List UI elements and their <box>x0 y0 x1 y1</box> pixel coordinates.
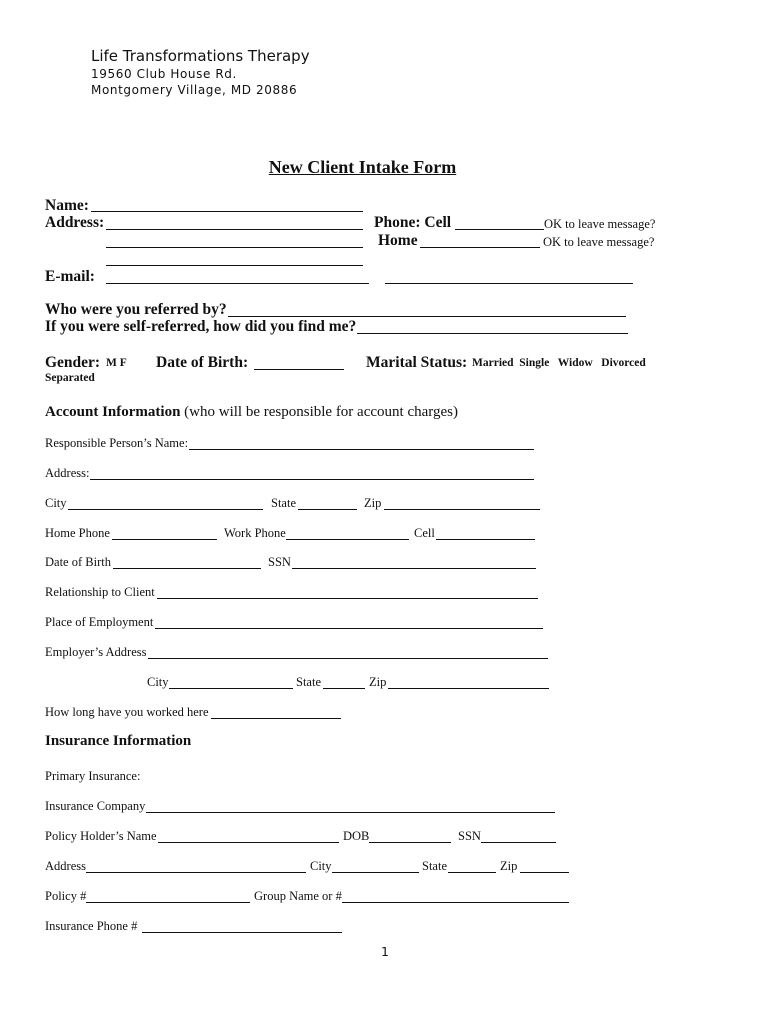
worked-here-label: How long have you worked here <box>45 705 209 719</box>
account-heading-note: (who will be responsible for account charges) <box>184 404 458 420</box>
insurance-city-line[interactable] <box>332 872 419 873</box>
cell-label: Cell <box>424 214 452 231</box>
employer-zip-label: Zip <box>369 675 387 689</box>
account-heading-title: Account Information <box>45 404 181 420</box>
relationship-label: Relationship to Client <box>45 585 155 599</box>
employment-label: Place of Employment <box>45 615 154 629</box>
worked-here-line[interactable] <box>211 718 341 719</box>
account-state-label: State <box>271 496 296 510</box>
account-cell-label: Cell <box>414 526 435 540</box>
insurance-company-line[interactable] <box>146 812 555 813</box>
insurance-zip-line[interactable] <box>520 872 569 873</box>
account-ssn-line[interactable] <box>292 568 536 569</box>
home-phone-line[interactable] <box>420 247 540 248</box>
employment-line[interactable] <box>155 628 543 629</box>
practice-address-line2: Montgomery Village, MD 20886 <box>91 83 298 97</box>
form-title: New Client Intake Form <box>268 157 457 177</box>
phone-cell-label <box>374 214 451 232</box>
policy-number-line[interactable] <box>86 902 250 903</box>
primary-insurance-label: Primary Insurance: <box>45 769 141 783</box>
account-home-phone-label: Home Phone <box>45 526 110 540</box>
marital-options[interactable]: Married Single Widow Divorced <box>472 357 646 369</box>
employer-address-line[interactable] <box>148 658 548 659</box>
email-line[interactable] <box>106 283 369 284</box>
insurance-city-label: City <box>310 859 332 873</box>
name-field[interactable] <box>45 197 89 215</box>
group-line[interactable] <box>342 902 569 903</box>
insurance-ssn-label: SSN <box>458 829 481 843</box>
employer-city-line[interactable] <box>169 688 293 689</box>
address-line-1[interactable] <box>106 229 363 230</box>
account-dob-label: Date of Birth <box>45 555 111 569</box>
insurance-state-line[interactable] <box>448 872 496 873</box>
employer-address-label: Employer’s Address <box>45 645 147 659</box>
insurance-dob-line[interactable] <box>369 842 451 843</box>
referred-line[interactable] <box>228 316 626 317</box>
employer-city-label: City <box>147 675 169 689</box>
insurance-state-label: State <box>422 859 447 873</box>
address-line-2[interactable] <box>106 247 363 248</box>
dob-label: Date of Birth: <box>156 354 249 371</box>
account-work-phone-line[interactable] <box>286 539 409 540</box>
insurance-company-label: Insurance Company <box>45 799 146 813</box>
responsible-name-label: Responsible Person’s Name: <box>45 436 189 450</box>
self-referred-label: If you were self-referred, how did you find me? <box>45 318 357 335</box>
account-work-phone-label: Work Phone <box>224 526 286 540</box>
policy-number-label: Policy # <box>45 889 87 903</box>
account-city-label: City <box>45 496 67 510</box>
practice-address-line1: 19560 Club House Rd. <box>91 67 237 81</box>
group-label: Group Name or # <box>254 889 342 903</box>
practice-name: Life Transformations Therapy <box>91 47 310 65</box>
email-line-2[interactable] <box>385 283 633 284</box>
dob-line[interactable] <box>254 369 344 370</box>
account-ssn-label: SSN <box>268 555 291 569</box>
employer-state-line[interactable] <box>323 688 365 689</box>
referred-label: Who were you referred by? <box>45 301 227 318</box>
employer-state-label: State <box>296 675 321 689</box>
insurance-dob-label: DOB <box>343 829 370 843</box>
address-label: Address: <box>45 214 105 231</box>
policy-holder-line[interactable] <box>158 842 339 843</box>
account-address-label: Address: <box>45 466 90 480</box>
account-dob-line[interactable] <box>113 568 261 569</box>
policy-holder-label: Policy Holder’s Name <box>45 829 157 843</box>
account-home-phone-line[interactable] <box>112 539 217 540</box>
cell-phone-line[interactable] <box>455 229 544 230</box>
address-line-3[interactable] <box>106 265 363 266</box>
account-address-line[interactable] <box>90 479 534 480</box>
gender-label: Gender: <box>45 354 101 371</box>
account-cell-line[interactable] <box>436 539 535 540</box>
home-label: Home <box>378 232 418 249</box>
name-line[interactable] <box>91 211 363 212</box>
self-referred-line[interactable] <box>357 333 628 334</box>
insurance-phone-label: Insurance Phone # <box>45 919 138 933</box>
ok-message-cell: OK to leave message? <box>544 217 656 231</box>
gender-options[interactable]: M F <box>106 357 127 369</box>
insurance-ssn-line[interactable] <box>481 842 556 843</box>
phone-label: Phone: <box>374 214 421 231</box>
insurance-address-label: Address <box>45 859 86 873</box>
insurance-zip-label: Zip <box>500 859 518 873</box>
name-label: Name: <box>45 197 89 214</box>
insurance-address-line[interactable] <box>86 872 306 873</box>
page-number: 1 <box>381 944 389 959</box>
account-zip-line[interactable] <box>384 509 540 510</box>
email-label: E-mail: <box>45 268 95 285</box>
marital-separated[interactable]: Separated <box>45 372 95 384</box>
account-heading <box>45 404 458 421</box>
ok-message-home: OK to leave message? <box>543 235 655 249</box>
account-city-line[interactable] <box>68 509 263 510</box>
employer-zip-line[interactable] <box>388 688 549 689</box>
relationship-line[interactable] <box>157 598 538 599</box>
responsible-name-line[interactable] <box>189 449 534 450</box>
insurance-heading: Insurance Information <box>45 733 192 749</box>
marital-label: Marital Status: <box>366 354 468 371</box>
account-zip-label: Zip <box>364 496 382 510</box>
insurance-phone-line[interactable] <box>142 932 342 933</box>
account-state-line[interactable] <box>298 509 357 510</box>
